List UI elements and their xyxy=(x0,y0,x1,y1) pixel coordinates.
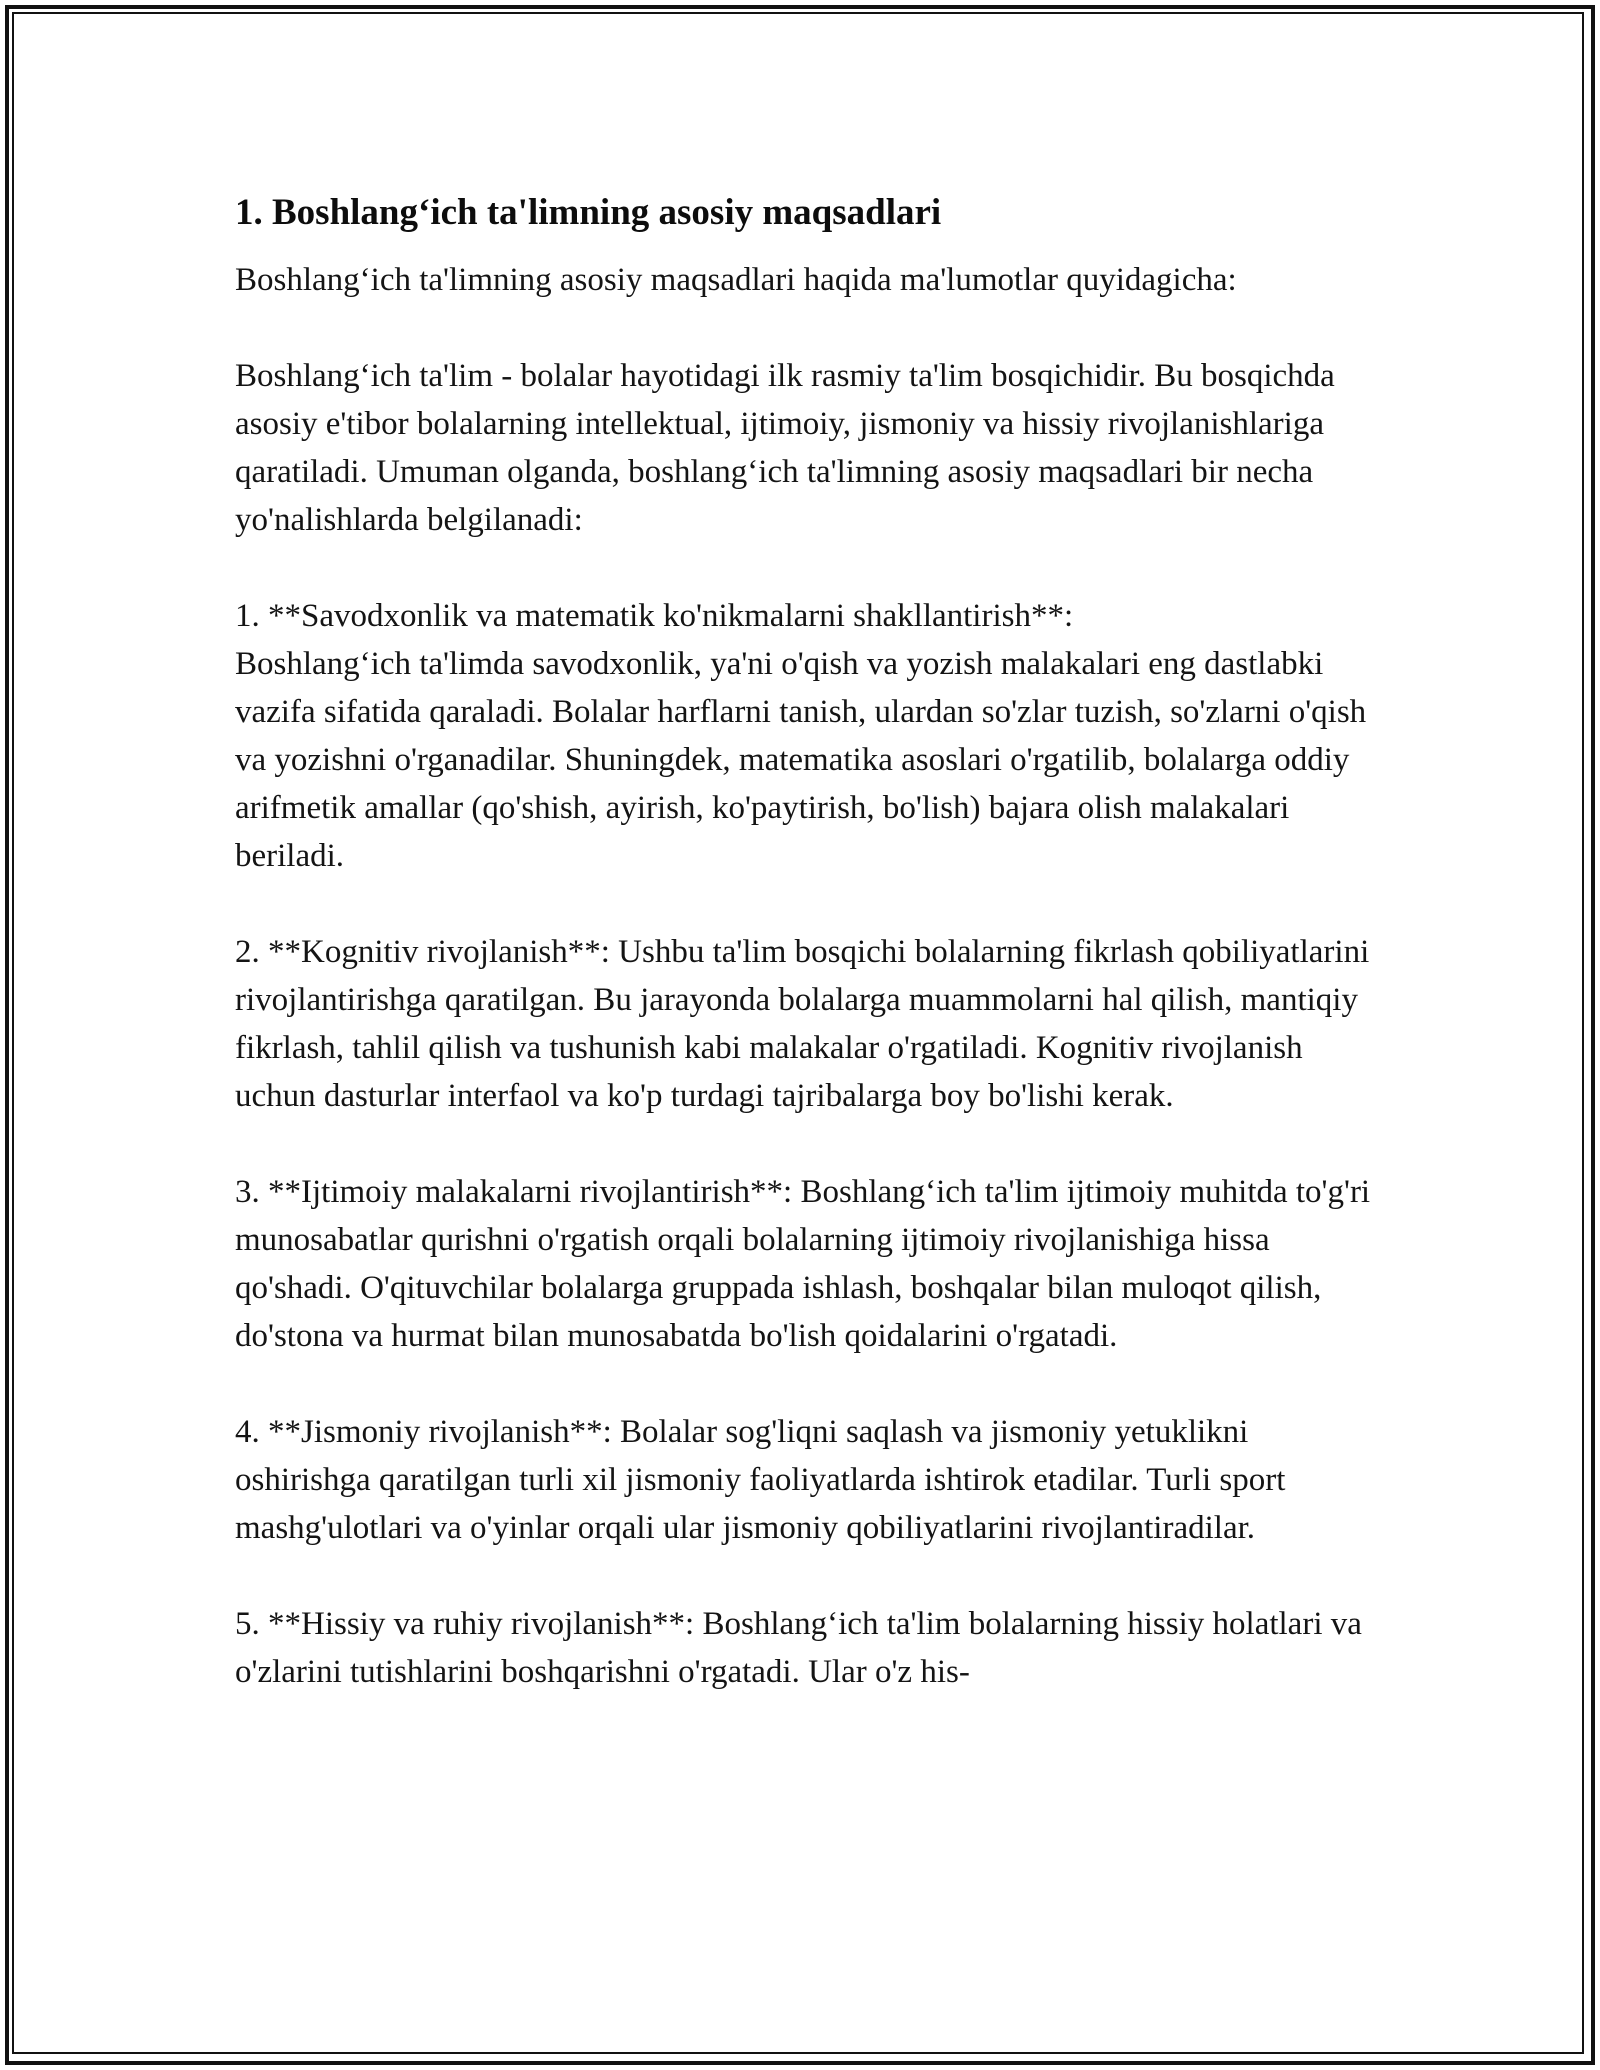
section-heading: 1. Boshlang‘ich ta'limning asosiy maqsadlari xyxy=(235,192,942,233)
list-item xyxy=(235,928,1375,1120)
list-item xyxy=(235,1408,1375,1552)
list-item-title: 4. **Jismoniy rivojlanish**: xyxy=(235,1414,612,1450)
list-item-text: Boshlang‘ich ta'limda savodxonlik, ya'ni o'qish va yozish malakalari eng dastlabki vazifa sifatida qaraladi. Bolalar harflarni tanish, ulardan so'zlar tuzish, so'zlarni o'qish va yozishni o'rganadilar. Shuningdek, matematika asoslari o'rgatilib, bolalarga oddiy arifmetik amallar (qo'shish, ayirish, ko'paytirish, bo'lish) bajara olish malakalari beriladi. xyxy=(235,646,1367,874)
list-item xyxy=(235,1168,1375,1360)
list-item-title: 1. **Savodxonlik va matematik ko'nikmalarni shakllantirish**: xyxy=(235,598,1074,634)
list-item-title: 5. **Hissiy va ruhiy rivojlanish**: xyxy=(235,1606,695,1642)
overview-paragraph: Boshlang‘ich ta'lim - bolalar hayotidagi ilk rasmiy ta'lim bosqichidir. Bu bosqichda asosiy e'tibor bolalarning intellektual, ijtimoiy, jismoniy va hissiy rivojlanishlariga qaratiladi. Umuman olganda, boshlang‘ich ta'limning asosiy maqsadlari bir necha yo'nalishlarda belgilanadi: xyxy=(235,358,1335,538)
list-item-title: 3. **Ijtimoiy malakalarni rivojlantirish**: xyxy=(235,1174,793,1210)
list-item xyxy=(235,1600,1375,1696)
list-item-title: 2. **Kognitiv rivojlanish**: xyxy=(235,934,610,970)
list-item-text: Bolalar sog'liqni saqlash va jismoniy yetuklikni oshirishga qaratilgan turli xil jismoniy faoliyatlarda ishtirok etadilar. Turli sport mashg'ulotlari va o'yinlar orqali ular jismoniy qobiliyatlarini rivojlantiradilar. xyxy=(235,1414,1286,1546)
list-item-text: Ushbu ta'lim bosqichi bolalarning fikrlash qobiliyatlarini rivojlantirishga qaratilgan. Bu jarayonda bolalarga muammolarni hal qilish, mantiqiy fikrlash, tahlil qilish va tushunish kabi malakalar o'rgatiladi. Kognitiv rivojlanish uchun dasturlar interfaol va ko'p turdagi tajribalarga boy bo'lishi kerak. xyxy=(235,934,1370,1114)
list-item xyxy=(235,592,1375,880)
list-item-text: Boshlang‘ich ta'lim ijtimoiy muhitda to'g'ri munosabatlar qurishni o'rgatish orqali bolalarning ijtimoiy rivojlanishiga hissa qo'shadi. O'qituvchilar bolalarga gruppada ishlash, boshqalar bilan muloqot qilish, do'stona va hurmat bilan munosabatda bo'lish qoidalarini o'rgatadi. xyxy=(235,1174,1371,1354)
intro-paragraph: Boshlang‘ich ta'limning asosiy maqsadlari haqida ma'lumotlar quyidagicha: xyxy=(235,262,1237,298)
list-item-text: Boshlang‘ich ta'lim bolalarning hissiy holatlari va o'zlarini tutishlarini boshqarishni o'rgatadi. Ular o'z his- xyxy=(235,1606,1362,1690)
document-body xyxy=(235,188,1375,1744)
